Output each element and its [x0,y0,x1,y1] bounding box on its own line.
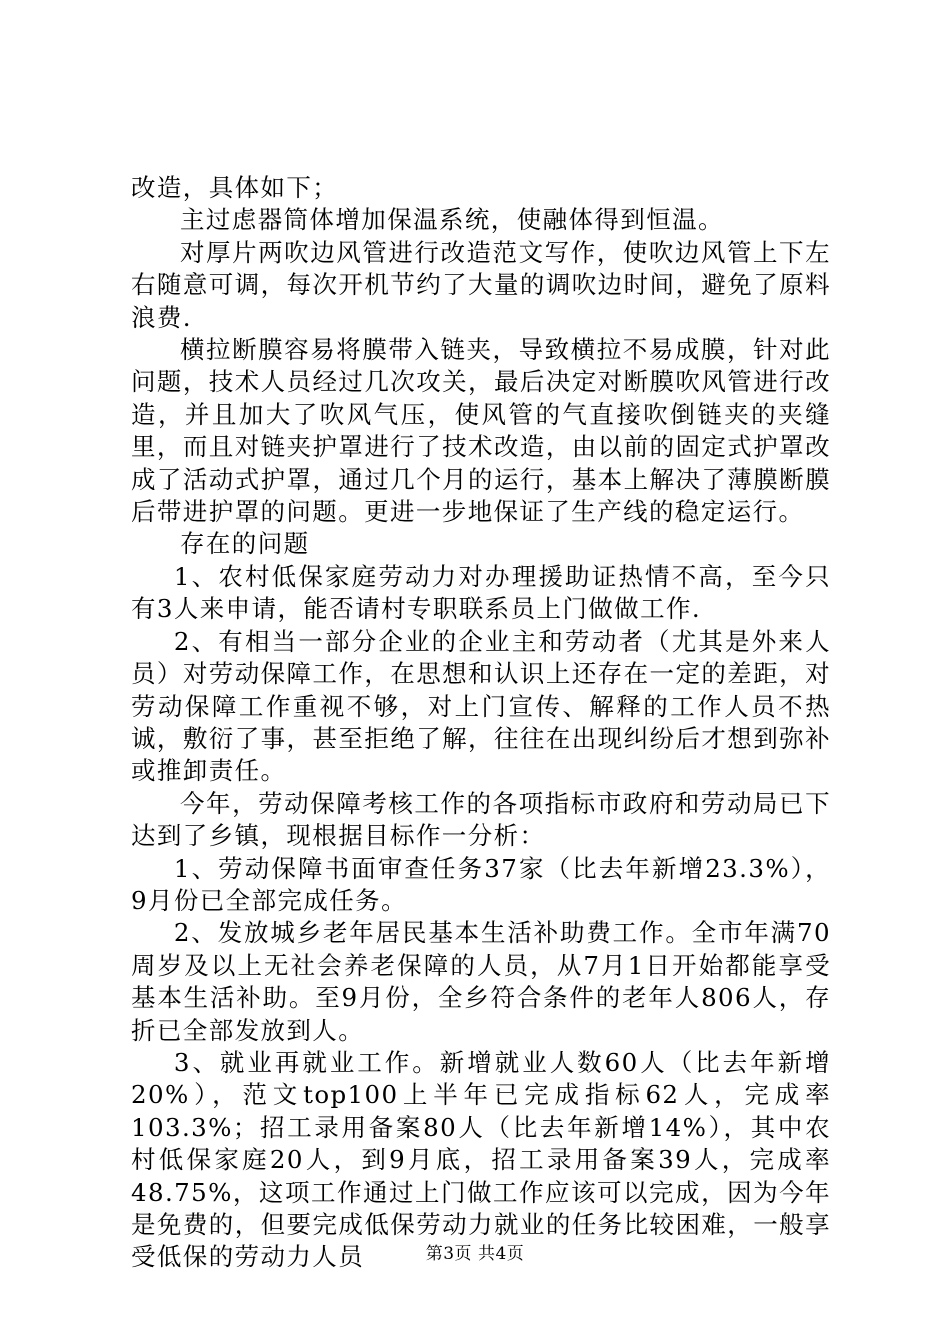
paragraph-4: 横拉断膜容易将膜带入链夹，导致横拉不易成膜，针对此问题，技术人员经过几次攻关，最后决定对断膜吹风管进行改造，并且加大了吹风气压，使风管的气直接吹倒链夹的夹缝里，而且对链夹护罩进行了技术改造，由以前的固定式护罩改成了活动式护罩，通过几个月的运行，基本上解决了薄膜断膜后带进护罩的问题。更进一步地保证了生产线的稳定运行。 [131,335,831,527]
paragraph-problem-2: 2、有相当一部分企业的企业主和劳动者（尤其是外来人员）对劳动保障工作，在思想和认识上还存在一定的差距，对劳动保障工作重视不够，对上门宣传、解释的工作人员不热诚，敷衍了事，甚至拒绝了解，往往在出现纠纷后才想到弥补或推卸责任。 [131,626,831,786]
paragraph-analysis-intro: 今年，劳动保障考核工作的各项指标市政府和劳动局已下达到了乡镇，现根据目标作一分析： [131,788,831,851]
paragraph-analysis-3: 3、就业再就业工作。新增就业人数60人（比去年新增20%），范文top100上半年已完成指标62人，完成率103.3%；招工录用备案80人（比去年新增14%），其中农村低保家庭20人，到9月底，招工录用备案39人，完成率48.75%，这项工作通过上门做工作应该可以完成，因为今年是免费的，但要完成低保劳动力就业的任务比较困难，一般享受低保的劳动力人员 [131,1047,831,1272]
paragraph-2: 主过虑器筒体增加保温系统，使融体得到恒温。 [180,205,724,235]
paragraph-1: 改造，具体如下； [131,173,339,202]
paragraph-analysis-1: 1、劳动保障书面审查任务37家（比去年新增23.3%），9月份已全部完成任务。 [131,853,831,915]
section-heading-problems: 存在的问题 [180,529,310,559]
paragraph-problem-1: 1、农村低保家庭劳动力对办理援助证热情不高，至今只有3人来申请，能否请村专职联系员上门做做工作. [131,561,831,624]
document-body [131,172,831,1274]
page-number: 第3页 共4页 [425,1244,525,1264]
paragraph-analysis-2: 2、发放城乡老年居民基本生活补助费工作。全市年满70周岁及以上无社会养老保障的人员，从7月1日开始都能享受基本生活补助。至9月份，全乡符合条件的老年人806人，存折已全部发放到人。 [131,918,831,1045]
paragraph-3: 对厚片两吹边风管进行改造范文写作，使吹边风管上下左右随意可调，每次开机节约了大量的调吹边时间，避免了原料浪费. [131,237,831,332]
page-footer [0,1243,950,1265]
